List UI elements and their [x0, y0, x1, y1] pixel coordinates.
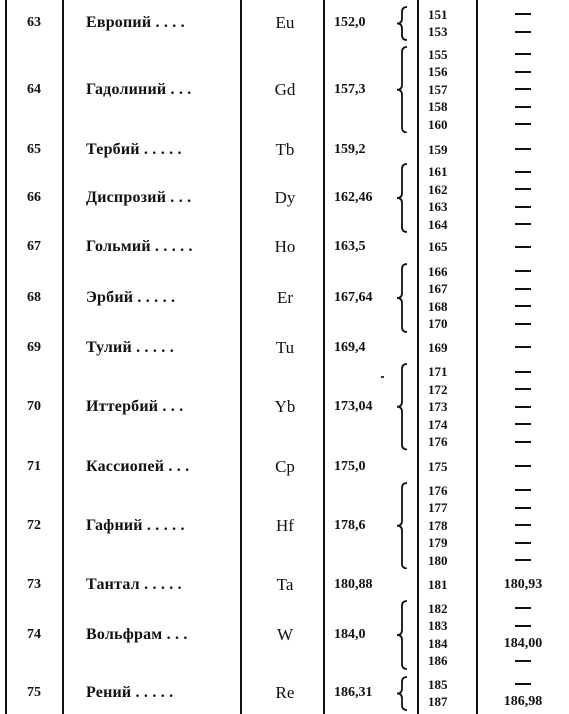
dash-icon: [515, 388, 531, 390]
dash-icon: [515, 223, 531, 225]
dash-icon: [515, 288, 531, 290]
table-row: [0, 454, 569, 479]
element-symbol: Tb: [275, 139, 295, 159]
isotope-mass: 164: [428, 216, 448, 232]
table-row: [0, 42, 569, 137]
table-row: [0, 260, 569, 335]
isotope-mass: 179: [428, 535, 448, 551]
table-row: [0, 4, 569, 42]
element-name: Тулий . . . . .: [86, 338, 174, 356]
table-row: [0, 360, 569, 454]
table-row: [0, 162, 569, 234]
isotope-masses: [428, 42, 476, 137]
precise-mass: [478, 672, 568, 714]
precise-mass-value: 180,93: [503, 576, 543, 592]
table-row: [0, 572, 569, 597]
isotope-mass: 185: [428, 676, 448, 692]
atomic-weight: 163,5: [334, 239, 366, 254]
element-symbol: Ho: [274, 237, 296, 256]
precise-mass: [478, 4, 568, 42]
dash-icon: [515, 246, 531, 248]
atomic-weight: 169,4: [334, 339, 366, 355]
element-symbol: Tu: [275, 337, 295, 357]
dash-icon: [515, 305, 531, 307]
isotope-mass: 173: [428, 399, 448, 415]
dash-icon: [515, 323, 531, 325]
isotope-mass: 153: [428, 24, 448, 39]
atomic-weight: 162,46: [334, 190, 373, 205]
atomic-number: 73: [27, 576, 41, 592]
element-name: Кассиопей . . .: [86, 457, 190, 475]
atomic-number: 69: [27, 339, 41, 355]
brace-icon: [396, 360, 410, 454]
precise-mass: [478, 597, 568, 672]
element-symbol: Cp: [275, 456, 295, 476]
element-name: Вольфрам . . .: [86, 625, 188, 643]
dash-icon: [515, 441, 531, 443]
dash-icon: [515, 406, 531, 408]
isotope-mass: 176: [428, 434, 448, 450]
dash-icon: [515, 106, 531, 108]
atomic-number: 66: [27, 190, 41, 205]
precise-mass: [478, 360, 568, 454]
isotope-mass: 186: [428, 653, 448, 668]
precise-mass: [478, 572, 568, 597]
atomic-number: 65: [27, 141, 41, 157]
isotope-mass: 178: [428, 517, 448, 533]
atomic-number: 75: [27, 685, 41, 700]
isotope-mass: 181: [428, 576, 448, 592]
element-symbol: Re: [275, 683, 295, 702]
element-name: Гадолиний . . .: [86, 80, 192, 98]
isotope-mass: 170: [428, 316, 448, 331]
atomic-weight: 184,0: [334, 626, 366, 642]
precise-mass: [478, 162, 568, 234]
isotope-masses: [428, 4, 476, 42]
atomic-weight: 186,31: [334, 685, 373, 700]
dash-icon: [515, 371, 531, 373]
dash-icon: [515, 123, 531, 125]
isotope-mass: 182: [428, 600, 448, 616]
isotope-mass: 155: [428, 46, 448, 62]
isotope-mass: 174: [428, 416, 448, 432]
dash-icon: [515, 465, 531, 467]
brace-icon: [396, 597, 410, 672]
precise-mass-value: 184,00: [503, 635, 543, 651]
isotope-mass: 166: [428, 263, 448, 279]
atomic-number: 72: [27, 517, 41, 533]
precise-mass: [478, 234, 568, 260]
table-row: [0, 479, 569, 572]
dash-icon: [515, 346, 531, 348]
brace-icon: [396, 479, 410, 572]
atomic-number: 63: [27, 15, 41, 30]
atomic-number: 64: [27, 81, 41, 97]
isotope-mass: 184: [428, 635, 448, 651]
dash-icon: [515, 559, 531, 561]
precise-mass: [478, 137, 568, 162]
isotope-mass: 175: [428, 458, 448, 474]
brace-icon: [396, 162, 410, 234]
brace-icon: [396, 260, 410, 335]
dash-icon: [515, 206, 531, 208]
brace-icon: [396, 4, 410, 42]
dash-icon: [515, 660, 531, 662]
isotope-mass: 165: [428, 239, 448, 255]
element-name: Диспрозий . . .: [86, 189, 192, 206]
isotope-masses: [428, 260, 476, 335]
dash-icon: [515, 148, 531, 150]
isotope-mass: 163: [428, 199, 448, 214]
dash-icon: [515, 188, 531, 190]
isotope-mass: 160: [428, 116, 448, 132]
dash-icon: [515, 507, 531, 509]
dash-icon: [515, 88, 531, 90]
precise-mass: [478, 42, 568, 137]
isotope-mass: 172: [428, 381, 448, 397]
isotope-mass: 162: [428, 181, 448, 197]
element-name: Иттербий . . .: [86, 398, 184, 415]
isotope-mass: 151: [428, 6, 448, 22]
dash-icon: [515, 13, 531, 15]
isotope-mass: 161: [428, 164, 448, 179]
table-row: [0, 137, 569, 162]
table-row: [0, 672, 569, 714]
atomic-weight: 157,3: [334, 81, 366, 97]
isotope-masses: [428, 360, 476, 454]
atomic-weight: 152,0: [334, 15, 366, 30]
element-name: Тантал . . . . .: [86, 575, 182, 593]
isotope-mass: 176: [428, 482, 448, 498]
atomic-weight: 180,88: [334, 576, 373, 592]
dash-icon: [515, 171, 531, 173]
dash-icon: [515, 53, 531, 55]
isotope-masses: [428, 479, 476, 572]
precise-mass: [478, 260, 568, 335]
dash-icon: [515, 607, 531, 609]
atomic-number: 71: [27, 458, 41, 474]
table-row: [0, 335, 569, 360]
table-row: [0, 234, 569, 260]
element-symbol: Ta: [276, 574, 294, 594]
isotope-masses: [428, 597, 476, 672]
atomic-weight: 167,64: [334, 289, 373, 305]
isotope-masses: [428, 335, 476, 360]
isotope-masses: [428, 137, 476, 162]
brace-icon: [396, 42, 410, 137]
element-name: Гафний . . . . .: [86, 516, 185, 534]
isotope-mass: 156: [428, 64, 448, 80]
isotope-masses: [428, 234, 476, 260]
element-name: Тербий . . . . .: [86, 140, 182, 158]
isotope-mass: 171: [428, 364, 448, 380]
isotope-mass: 183: [428, 618, 448, 633]
precise-mass: [478, 479, 568, 572]
precise-mass: [478, 454, 568, 479]
dash-icon: [515, 542, 531, 544]
dash-icon: [515, 31, 531, 33]
dash-icon: [515, 625, 531, 627]
element-symbol: Dy: [274, 188, 296, 207]
isotope-masses: [428, 162, 476, 234]
isotope-mass: 177: [428, 500, 448, 516]
atomic-weight: 173,04: [334, 399, 373, 414]
atomic-number: 70: [27, 399, 41, 414]
dash-icon: [515, 683, 531, 685]
dash-icon: [515, 270, 531, 272]
element-name: Гольмий . . . . .: [86, 238, 193, 255]
element-symbol: Hf: [276, 515, 294, 535]
atomic-number: 67: [27, 239, 41, 254]
element-symbol: W: [276, 624, 294, 644]
isotope-mass: 168: [428, 298, 448, 314]
dash-icon: [515, 489, 531, 491]
element-symbol: Yb: [274, 397, 296, 416]
table-row: [0, 597, 569, 672]
brace-icon: [396, 672, 410, 714]
atomic-weight: 175,0: [334, 458, 366, 474]
dash-icon: [515, 524, 531, 526]
isotope-mass: 158: [428, 99, 448, 115]
atomic-number: 74: [27, 626, 41, 642]
precise-mass: [478, 335, 568, 360]
isotope-mass: 157: [428, 81, 448, 97]
element-name: Эрбий . . . . .: [86, 288, 176, 306]
element-name: Европий . . . .: [86, 14, 185, 31]
atomic-weight: 178,6: [334, 517, 366, 533]
atomic-number: 68: [27, 289, 41, 305]
dash-icon: [515, 423, 531, 425]
isotope-mass: 169: [428, 339, 448, 355]
isotope-mass: 180: [428, 552, 448, 568]
isotope-mass: 159: [428, 141, 448, 157]
atomic-weight: 159,2: [334, 141, 366, 157]
isotope-masses: [428, 454, 476, 479]
precise-mass-value: 186,98: [503, 694, 543, 709]
element-name: Рений . . . . .: [86, 684, 174, 701]
dash-icon: [515, 71, 531, 73]
isotope-mass: 187: [428, 694, 448, 709]
element-symbol: Gd: [274, 79, 296, 99]
element-symbol: Eu: [275, 13, 295, 32]
element-symbol: Er: [276, 287, 294, 307]
isotope-masses: [428, 572, 476, 597]
isotope-masses: [428, 672, 476, 714]
isotope-mass: 167: [428, 281, 448, 296]
